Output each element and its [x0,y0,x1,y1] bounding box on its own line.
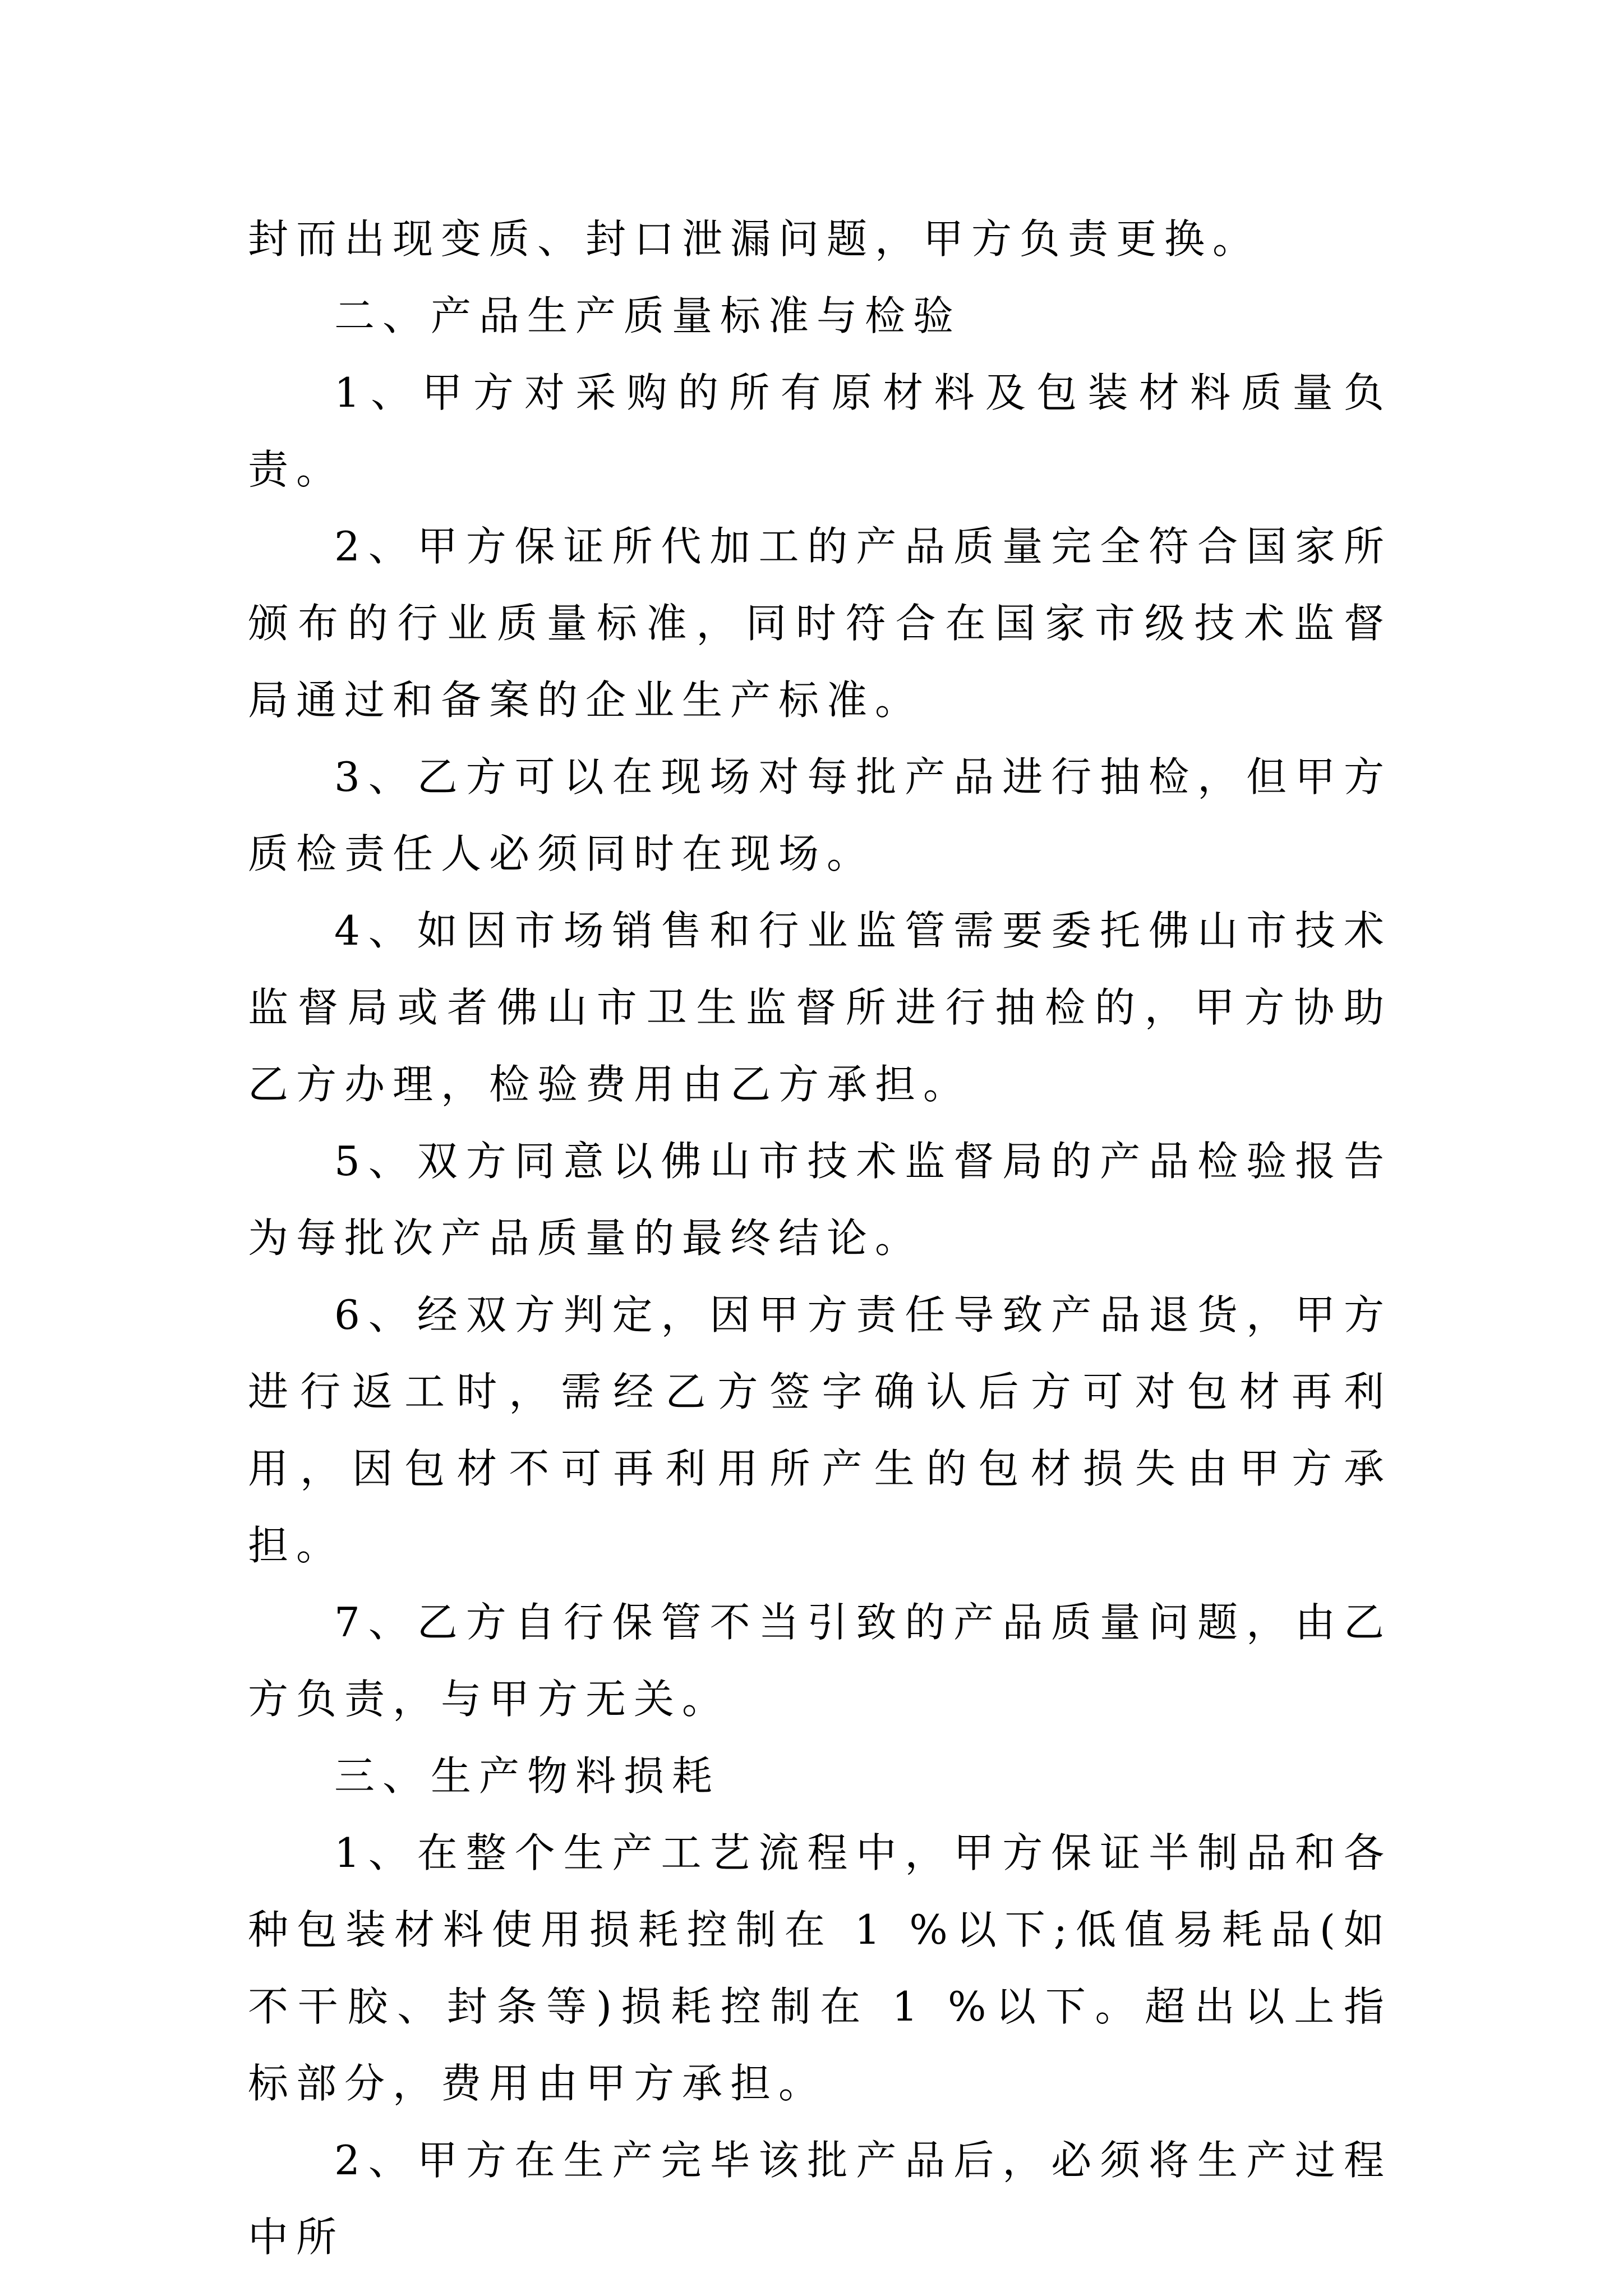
clause-2-2: 2、甲方保证所代加工的产品质量完全符合国家所颁布的行业质量标准，同时符合在国家市级技术监督局通过和备案的企业生产标准。 [248,523,1392,724]
clause-2-5: 5、双方同意以佛山市技术监督局的产品检验报告为每批次产品质量的最终结论。 [248,1138,1392,1262]
clause-3-1: 1、在整个生产工艺流程中，甲方保证半制品和各种包装材料使用损耗控制在 1 %以下;低值易耗品(如不干胶、封条等)损耗控制在 1 %以下。超出以上指标部分，费用由甲方承担。 [248,1829,1392,2107]
clause-2-6: 6、经双方判定，因甲方责任导致产品退货，甲方进行返工时，需经乙方签字确认后方可对包材再利用，因包材不可再利用所产生的包材损失由甲方承担。 [248,1291,1392,1569]
clause-3-2: 2、甲方在生产完毕该批产品后，必须将生产过程中所 [248,2137,1392,2261]
section-heading-material-loss: 三、生产物料损耗 [334,1752,721,1800]
paragraph-continuation: 封而出现变质、封口泄漏问题，甲方负责更换。 [248,215,1261,263]
clause-2-3: 3、乙方可以在现场对每批产品进行抽检，但甲方质检责任人必须同时在现场。 [248,753,1392,877]
clause-2-4: 4、如因市场销售和行业监管需要委托佛山市技术监督局或者佛山市卫生监督所进行抽检的，甲方协助乙方办理，检验费用由乙方承担。 [248,907,1392,1108]
section-heading-quality-standards: 二、产品生产质量标准与检验 [334,292,962,339]
clause-2-1: 1、甲方对采购的所有原材料及包装材料质量负责。 [248,369,1392,493]
clause-2-7: 7、乙方自行保管不当引致的产品质量问题，由乙方负责，与甲方无关。 [248,1599,1392,1723]
document-body [248,201,1392,2276]
